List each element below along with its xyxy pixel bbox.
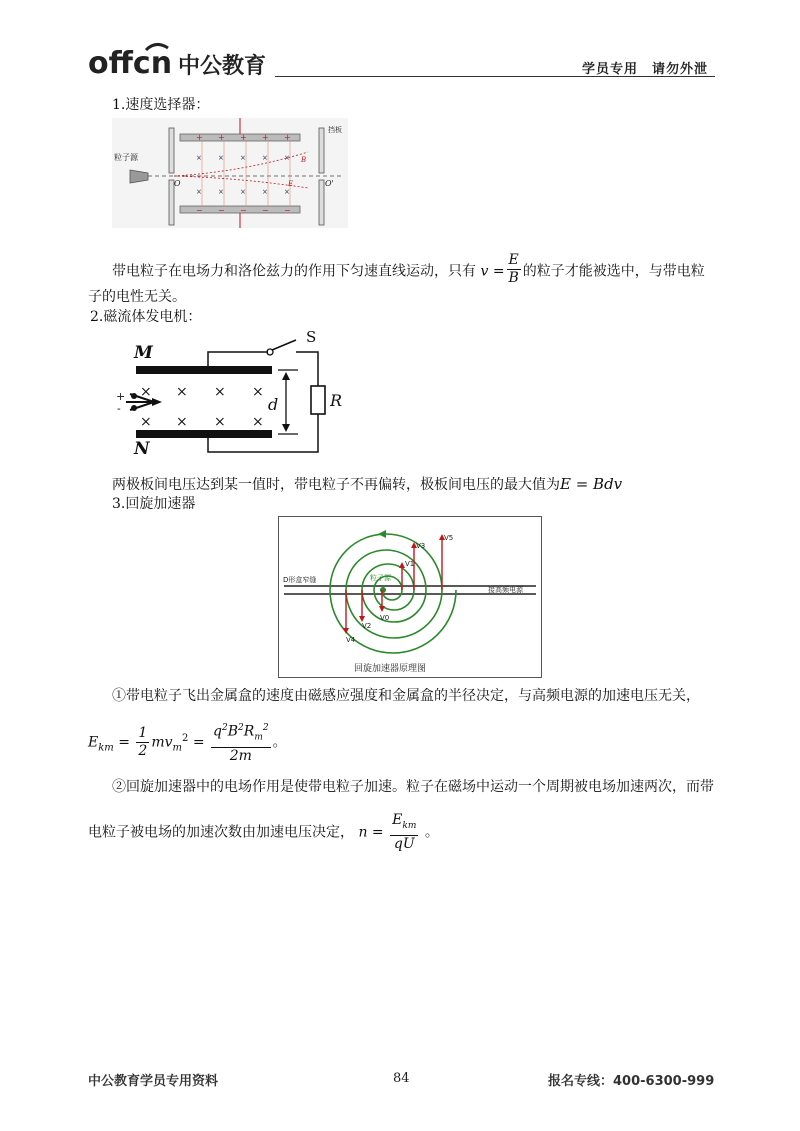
s1-frac-num: E — [508, 252, 519, 268]
section2-para — [112, 474, 622, 495]
figure-caption: 回旋加速器原理图 — [354, 664, 427, 674]
m-label: M — [134, 343, 153, 363]
v3-label: V3 — [416, 542, 426, 550]
section3-title: 3.回旋加速器 — [112, 496, 196, 512]
cross-mark: × — [214, 384, 226, 400]
s1-frac-den: B — [508, 270, 519, 286]
v1-label: V1 — [405, 560, 415, 568]
cross-mark: × — [262, 154, 268, 162]
cross-mark: × — [218, 188, 224, 196]
power-label: 接高频电源 — [488, 586, 523, 594]
minus-sign: − — [218, 206, 225, 215]
logo-cn-text: 中公教育 — [178, 54, 267, 79]
section3-para2-line2: 电粒子被电场的加速次数由加速电压决定， n = $\frac{E_{km}}{qU}$ 。 — [88, 812, 439, 852]
cross-mark: × — [284, 154, 290, 162]
cross-mark: × — [140, 414, 152, 430]
offcn-logo — [88, 42, 273, 78]
cross-mark: × — [176, 414, 188, 430]
s1-fraction — [507, 252, 521, 287]
origin-label-2: O' — [325, 179, 334, 188]
d-label: d — [268, 395, 279, 414]
cross-mark: × — [252, 384, 264, 400]
s1-text-b: 的粒子才能被选中，与带电粒 — [522, 263, 705, 280]
page-number: 84 — [393, 1071, 410, 1086]
v4-label: V4 — [346, 636, 356, 644]
plus-sign: + — [196, 133, 203, 142]
formula-end-mark: 。 — [272, 734, 287, 751]
b-label: B — [301, 156, 307, 164]
s3-p2-b: 电粒子被电场的加速次数由加速电压决定， — [88, 824, 354, 841]
section1-para-line1 — [112, 254, 705, 289]
plate-label: 挡板 — [328, 126, 342, 134]
v5-label: V5 — [444, 534, 454, 542]
plus-sign: + — [240, 133, 247, 142]
v0-label: V0 — [380, 614, 390, 622]
section3-para1: ①带电粒子飞出金属盒的速度由磁感应强度和金属盒的半径决定，与高频电源的加速电压无关， — [112, 688, 700, 704]
r-label: R — [330, 391, 343, 410]
plus-sign: + — [284, 133, 291, 142]
footer-right: 报名专线：400-6300-999 — [548, 1074, 715, 1089]
source-label: 粒子源 — [114, 153, 138, 162]
s2-text: 两极板间电压达到某一值时，带电粒子不再偏转，极板间电压的最大值为 — [112, 477, 560, 493]
footer-left: 中公教育学员专用资料 — [88, 1074, 219, 1089]
cyclotron-figure — [278, 516, 542, 678]
s1-formula-lhs: v = — [480, 263, 505, 280]
slit-label: D形盒窄缝 — [283, 576, 317, 584]
formula-end-mark-2: 。 — [424, 824, 439, 841]
plus-sign: + — [218, 133, 225, 142]
ekm-formula: $E_{km}$ = $\frac{1}{2}$ $mv_m^2$ = $\frac{q^2B^2R_m^2}{2m}$ 。 — [88, 716, 287, 762]
minus-sign: − — [284, 206, 291, 215]
minus-sign: − — [196, 206, 203, 215]
s2-formula: E = Bdv — [560, 475, 623, 493]
cross-mark: × — [214, 414, 226, 430]
origin-label: O — [174, 179, 181, 188]
source-label: 粒子源 — [370, 574, 391, 582]
cross-mark: × — [196, 188, 202, 196]
minus-sign: − — [262, 206, 269, 215]
cross-mark: × — [240, 188, 246, 196]
v2-label: V2 — [362, 622, 372, 630]
section1-para-line2: 子的电性无关。 — [88, 289, 186, 305]
cross-mark: × — [140, 384, 152, 400]
cross-mark: × — [284, 188, 290, 196]
logo-text: offcn — [88, 46, 173, 80]
section1-title: 1.速度选择器： — [112, 97, 210, 113]
cross-mark: × — [262, 188, 268, 196]
cross-mark: × — [218, 154, 224, 162]
s1-text-a: 带电粒子在电场力和洛伦兹力的作用下匀速直线运动，只有 — [112, 263, 476, 280]
n-label: N — [134, 439, 150, 458]
n-frac-num: E — [392, 812, 403, 828]
cross-mark: × — [240, 154, 246, 162]
velocity-selector-figure — [112, 118, 348, 228]
minus-sign: - — [117, 402, 121, 415]
e-label: E — [288, 180, 294, 188]
minus-sign: − — [240, 206, 247, 215]
cross-mark: × — [252, 414, 264, 430]
header-note: 学员专用 请勿外泄 — [582, 62, 709, 77]
mhd-generator-figure — [108, 330, 368, 458]
section2-title: 2.磁流体发电机： — [90, 309, 202, 325]
section3-para2-line1: ②回旋加速器中的电场作用是使带电粒子加速。粒子在磁场中运动一个周期被电场加速两次，而带 — [112, 779, 714, 795]
n-frac-den: qU — [393, 835, 415, 852]
cross-mark: × — [196, 154, 202, 162]
plus-sign: + — [262, 133, 269, 142]
plus-sign: + — [116, 390, 126, 403]
cross-mark: × — [176, 384, 188, 400]
s-label: S — [306, 330, 317, 346]
